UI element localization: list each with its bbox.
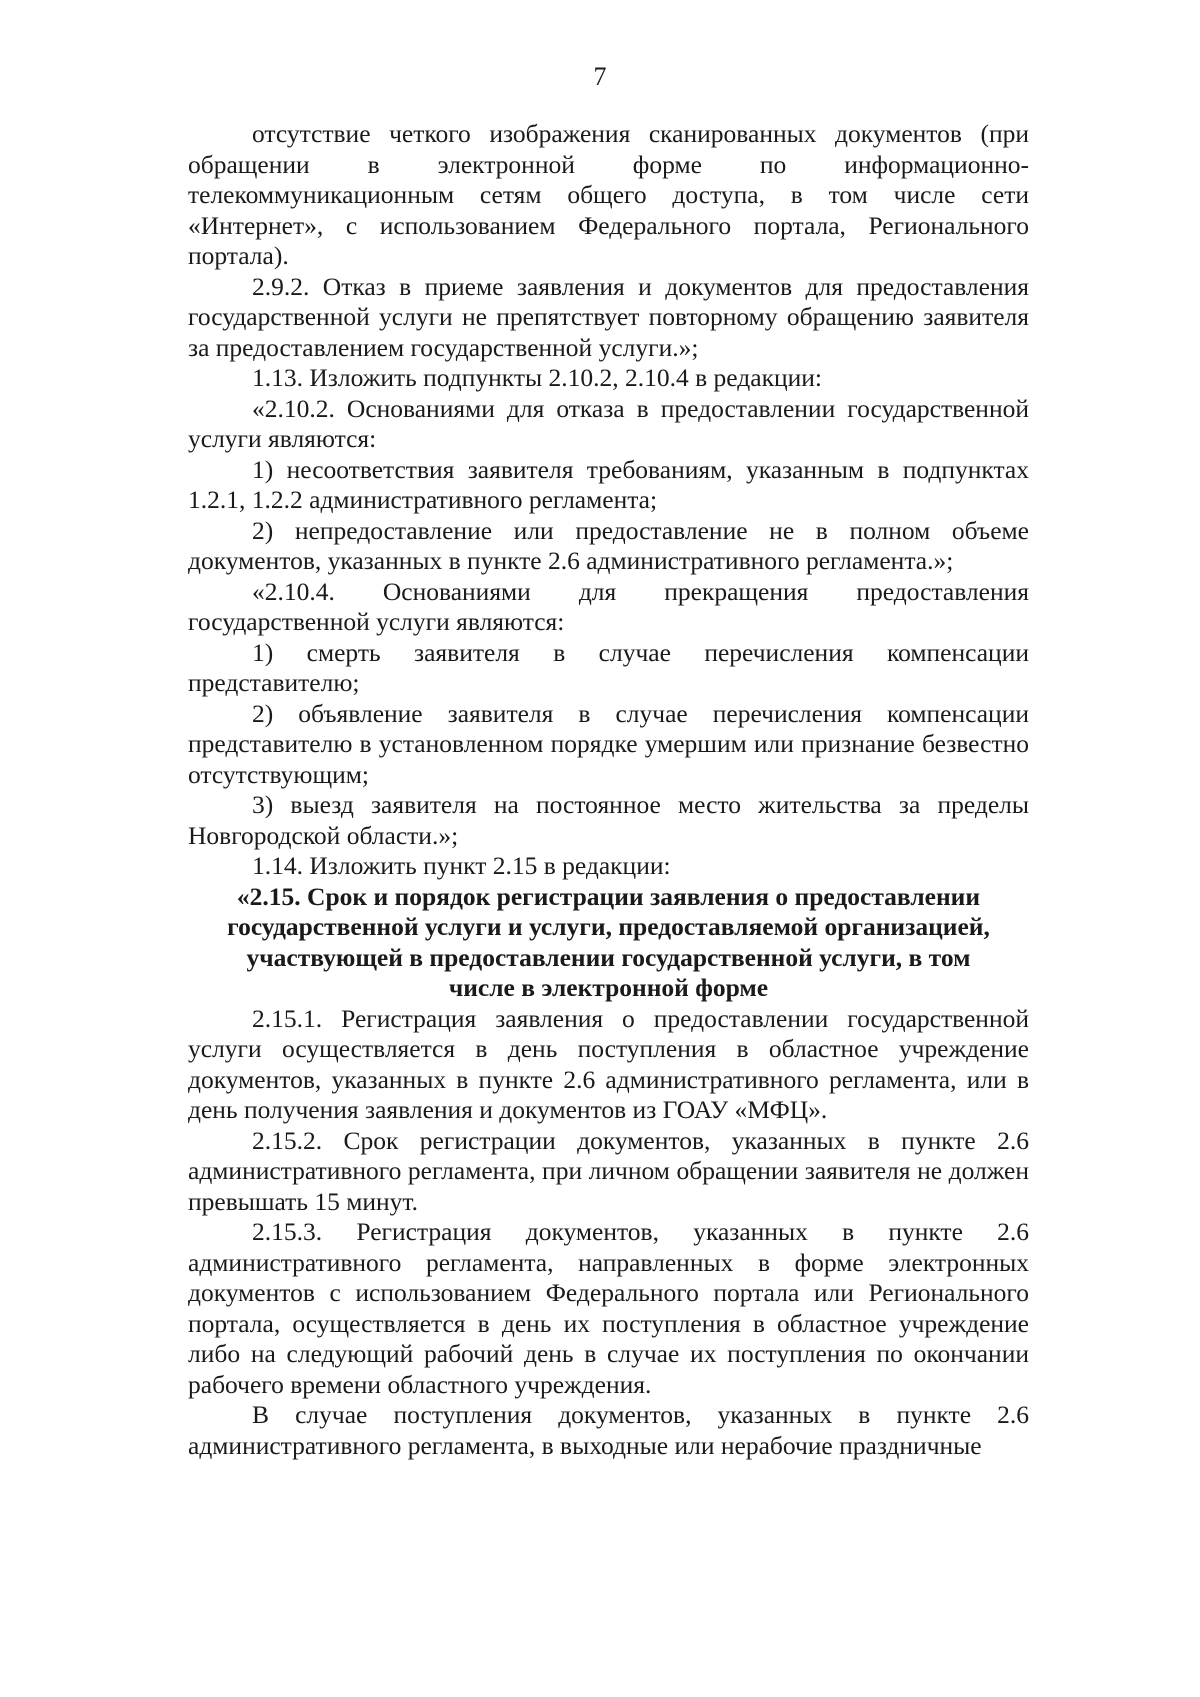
paragraph-2-9-2: 2.9.2. Отказ в приеме заявления и документов для предоставления государственной услуги не препятствует повторному обращению заявителя за предоставлением государственной услуги.»;: [188, 271, 1029, 362]
paragraph-1-14: 1.14. Изложить пункт 2.15 в редакции:: [252, 851, 671, 880]
paragraph-2-15-1: 2.15.1. Регистрация заявления о предоставлении государственной услуги осуществляется в день поступления в областное учреждение документов, указанных в пункте 2.6 административного регламента, или в день получения заявления и документов из ГОАУ «МФЦ».: [188, 1003, 1029, 1124]
list-item-2-10-2-2: 2) непредоставление или предоставление не в полном объеме документов, указанных в пункте 2.6 административного регламента.»;: [188, 515, 1029, 575]
page-number: 7: [593, 62, 607, 91]
paragraph-2-15-3: 2.15.3. Регистрация документов, указанных в пункте 2.6 административного регламента, направленных в форме электронных документов с использованием Федерального портала или Регионального портала, осуществляется в день их поступления в областное учреждение либо на следующий рабочий день в случае их поступления по окончании рабочего времени областного учреждения.: [188, 1217, 1029, 1399]
paragraph-2-10-2: «2.10.2. Основаниями для отказа в предоставлении государственной услуги являются:: [188, 393, 1029, 453]
list-item-2-10-2-1: 1) несоответствия заявителя требованиям, указанным в подпунктах 1.2.1, 1.2.2 административного регламента;: [188, 454, 1029, 514]
paragraph-holidays: В случае поступления документов, указанных в пункте 2.6 административного регламента, в выходные или нерабочие праздничные: [188, 1400, 1029, 1460]
document-body: [188, 119, 1029, 1461]
paragraph-scan-absence: отсутствие четкого изображения сканированных документов (при обращении в электронной форме по информационно-телекоммуникационным сетям общего доступа, в том числе сети «Интернет», с использованием Федерального портала, Регионального портала).: [188, 119, 1029, 270]
list-item-2-10-4-1: 1) смерть заявителя в случае перечисления компенсации представителю;: [188, 637, 1029, 697]
list-item-2-10-4-3: 3) выезд заявителя на постоянное место жительства за пределы Новгородской области.»;: [188, 790, 1029, 850]
paragraph-2-15-2: 2.15.2. Срок регистрации документов, указанных в пункте 2.6 административного регламента, при личном обращении заявителя не должен превышать 15 минут.: [188, 1125, 1029, 1216]
paragraph-1-13: 1.13. Изложить подпункты 2.10.2, 2.10.4 в редакции:: [252, 363, 822, 392]
list-item-2-10-4-2: 2) объявление заявителя в случае перечисления компенсации представителю в установленном порядке умершим или признание безвестно отсутствующим;: [188, 698, 1029, 789]
paragraph-2-10-4: «2.10.4. Основаниями для прекращения предоставления государственной услуги являются:: [188, 576, 1029, 636]
section-heading-2-15: «2.15. Срок и порядок регистрации заявления о предоставлении государственной услуги и услуги, предоставляемой организацией, участвующей в предоставлении государственной услуги, в том числе в электронной форме: [227, 881, 990, 1002]
